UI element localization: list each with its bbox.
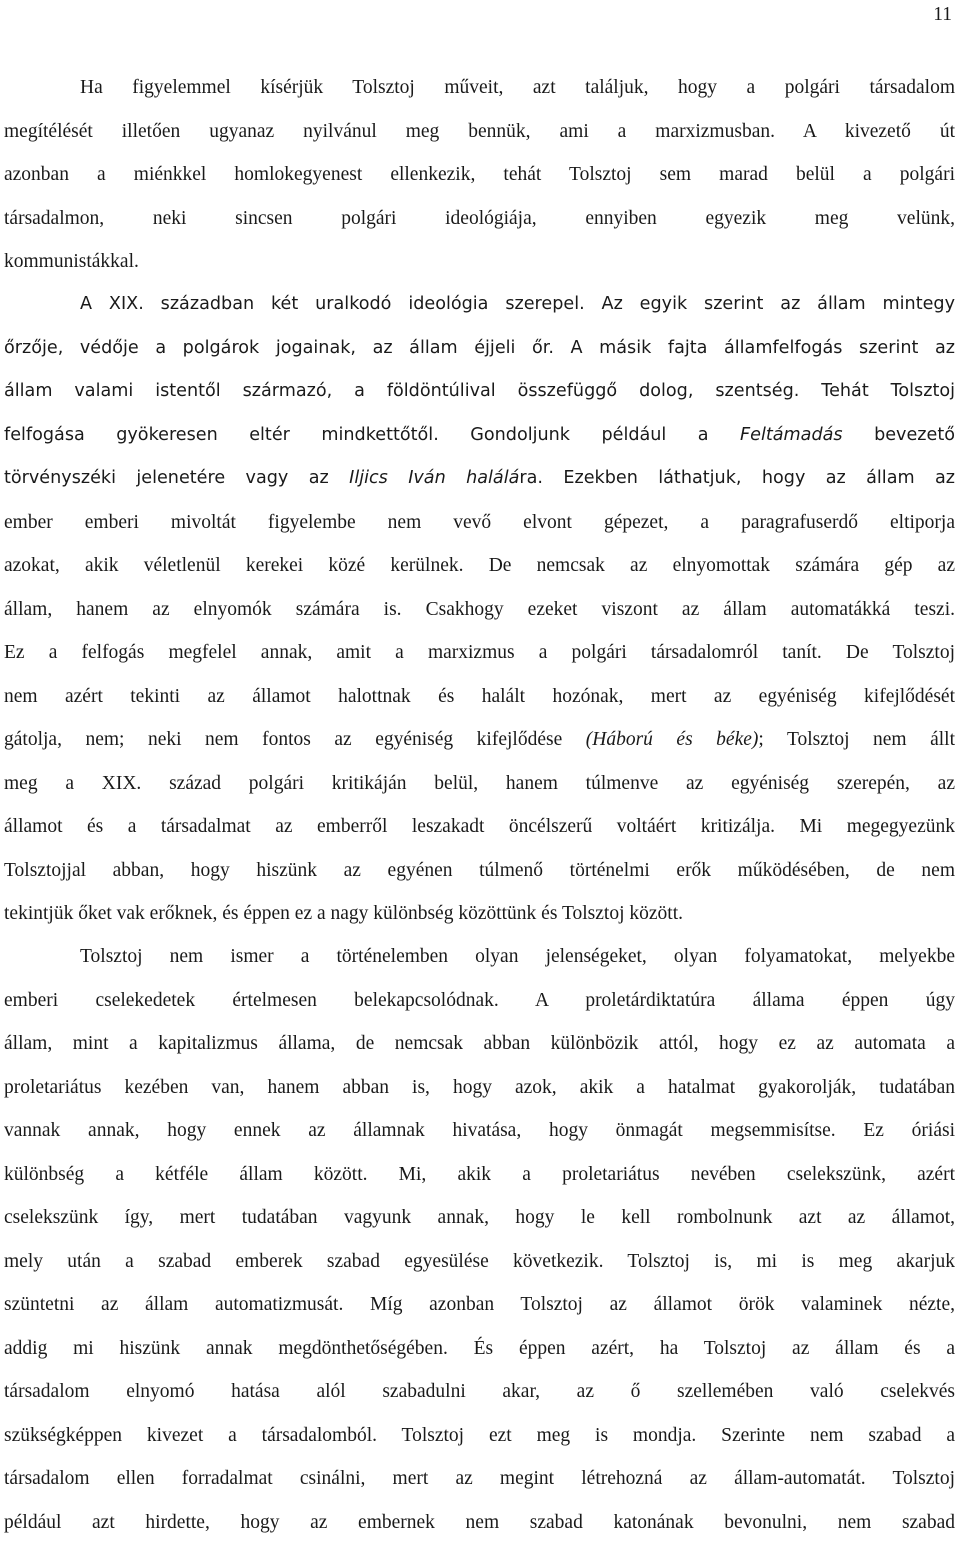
text-segment: gátolja, nem; neki nem fontos az egyéniség kifejlődése (4, 729, 562, 750)
text-line: társadalom ellen forradalmat csinálni, mert az megint létrehozná az állam-automatát. Tolsztoj (4, 1457, 955, 1501)
text-line: társadalom elnyomó hatása alól szabadulni akar, az ő szellemében való cselekvés (4, 1370, 955, 1414)
text-line: például azt hirdette, hogy az embernek nem szabad katonának bevonulni, nem szabad (4, 1501, 955, 1544)
text-line: állam, mint a kapitalizmus állama, de nemcsak abban különbözik attól, hogy ez az automata a (4, 1022, 955, 1066)
text-segment: ra. Ezekben láthatjuk, hogy az állam az (519, 468, 955, 488)
text-line (4, 718, 955, 762)
text-line: Ez a felfogás megfelel annak, amit a marxizmus a polgári társadalomról tanít. De Tolsztoj (4, 631, 955, 675)
text-line: állam valami istentől származó, a földöntúlival összefüggő dolog, szentség. Tehát Tolsztoj (4, 370, 955, 414)
text-segment: törvényszéki jelenetére vagy az (4, 468, 329, 488)
text-line: emberi cselekedetek értelmesen belekapcsolódnak. A proletárdiktatúra állama éppen úgy (4, 979, 955, 1023)
text-line: A XIX. században két uralkodó ideológia szerepel. Az egyik szerint az állam mintegy (4, 283, 955, 327)
text-line (4, 414, 955, 458)
work-title-haboru-es-beke: (Háború és béke) (586, 729, 759, 750)
text-line: nem azért tekinti az államot halottnak és halált hozónak, mert az egyéniség kifejlődését (4, 675, 955, 719)
text-line: azonban a miénkkel homlokegyenest ellenkezik, tehát Tolsztoj sem marad belül a polgári (4, 153, 955, 197)
text-line: addig mi hiszünk annak megdönthetőségében. És éppen azért, ha Tolsztoj az állam és a (4, 1327, 955, 1371)
work-title-feltamadas: Feltámadás (740, 425, 843, 445)
text-line: meg a XIX. század polgári kritikáján belül, hanem túlmenve az egyéniség szerepén, az (4, 762, 955, 806)
work-title-iljics: Iljics Iván halálá (349, 468, 519, 488)
text-line: őrzője, védője a polgárok jogainak, az állam éjjeli őr. A másik fajta államfelfogás szerint az (4, 327, 955, 371)
text-line: különbség a kétféle állam között. Mi, akik a proletariátus nevében cselekszünk, azért (4, 1153, 955, 1197)
text-line: kommunistákkal. (4, 240, 955, 284)
text-line: proletariátus kezében van, hanem abban is, hogy azok, akik a hatalmat gyakorolják, tudatában (4, 1066, 955, 1110)
text-segment: felfogása gyökeresen eltér mindkettőtől. Gondoljunk például a (4, 425, 709, 445)
text-line: államot és a társadalmat az emberről leszakadt öncélszerű voltáért kritizálja. Mi megegyezünk (4, 805, 955, 849)
text-line: társadalmon, neki sincsen polgári ideológiája, ennyiben egyezik meg velünk, (4, 197, 955, 241)
text-line (4, 457, 955, 501)
text-line: tekintjük őket vak erőknek, és éppen ez a nagy különbség közöttünk és Tolsztoj között. (4, 892, 955, 936)
text-line: szükségképpen kivezet a társadalomból. Tolsztoj ezt meg is mondja. Szerinte nem szabad a (4, 1414, 955, 1458)
text-line: állam, hanem az elnyomók számára is. Csakhogy ezeket viszont az állam automatákká teszi. (4, 588, 955, 632)
text-line: cselekszünk így, mert tudatában vagyunk annak, hogy le kell rombolnunk azt az államot, (4, 1196, 955, 1240)
text-line: ember emberi mivoltát figyelembe nem vevő elvont gépezet, a paragrafuserdő eltiporja (4, 501, 955, 545)
text-line: mely után a szabad emberek szabad egyesülése következik. Tolsztoj is, mi is meg akarjuk (4, 1240, 955, 1284)
text-line: Tolsztoj nem ismer a történelemben olyan jelenségeket, olyan folyamatokat, melyekbe (4, 935, 955, 979)
text-segment: ; Tolsztoj nem állt (758, 729, 955, 750)
paragraph-2 (4, 283, 955, 936)
text-line: Ha figyelemmel kísérjük Tolsztoj műveit, azt találjuk, hogy a polgári társadalom (4, 66, 955, 110)
text-segment: bevezető (874, 425, 955, 445)
text-line: megítélését illetően ugyanaz nyilvánul meg bennük, ami a marxizmusban. A kivezető út (4, 110, 955, 154)
text-line: azokat, akik véletlenül kerekei közé kerülnek. De nemcsak az elnyomottak számára gép az (4, 544, 955, 588)
text-line: szüntetni az állam automatizmusát. Míg azonban Tolsztoj az államot örök valaminek nézte, (4, 1283, 955, 1327)
text-line: vannak annak, hogy ennek az államnak hivatása, hogy önmagát megsemmisítse. Ez óriási (4, 1109, 955, 1153)
text-line: Tolsztojjal abban, hogy hiszünk az egyénen túlmenő történelmi erők működésében, de nem (4, 849, 955, 893)
page-number: 11 (933, 4, 952, 26)
paragraph-1 (4, 66, 955, 284)
paragraph-3 (4, 935, 955, 1544)
